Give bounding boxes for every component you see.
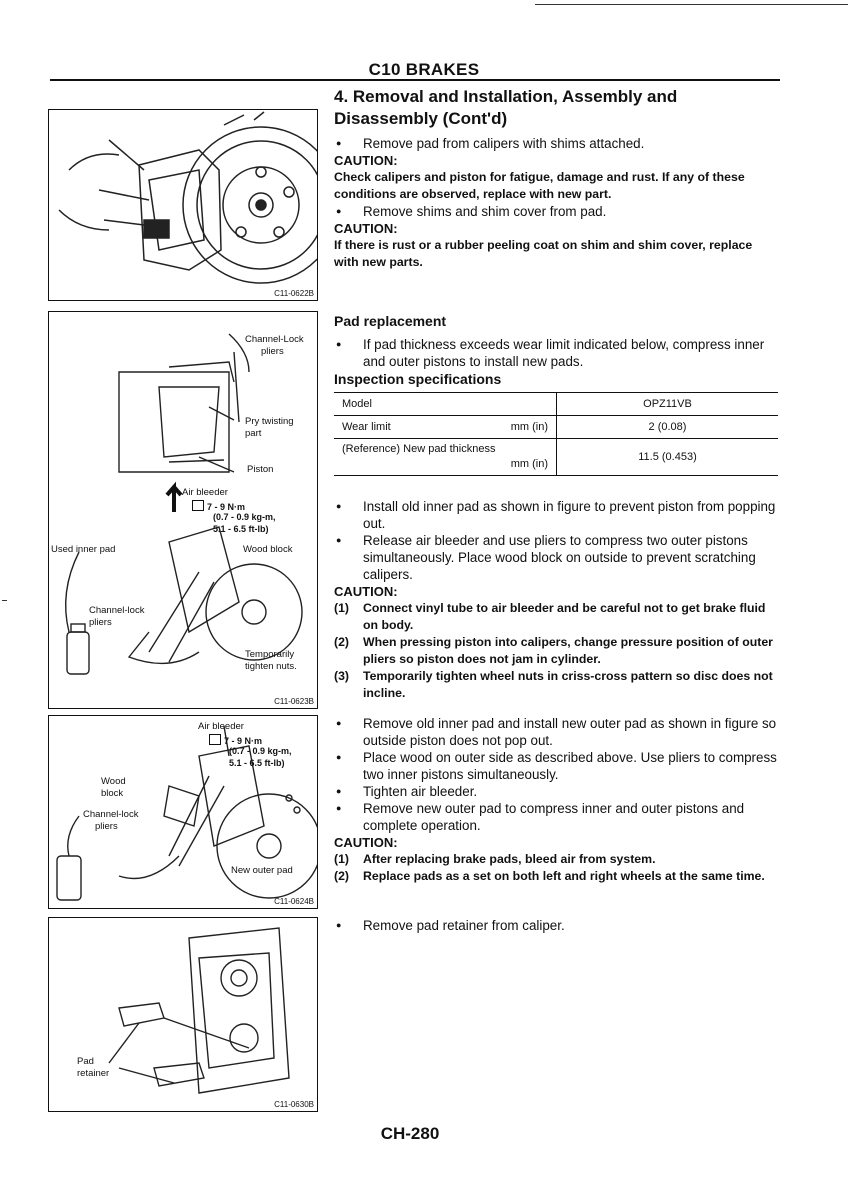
list-item: ● Remove old inner pad and install new outer pad as shown in figure so outside piston does not pop out. [334,715,778,749]
section-title: 4. Removal and Installation, Assembly and Disassembly (Cont'd) [334,87,678,128]
page-number: CH-280 [380,1124,440,1143]
table-cell-label: Model [334,393,557,416]
label-wood: Wood [101,776,126,787]
table-cell-label: (Reference) New pad thickness mm (in) [334,439,557,476]
list-item: ● Release air bleeder and use pliers to compress two outer pistons simultaneously. Place wood block on outside to prevent scratching calipers. [334,532,778,583]
caliper-disc-illustration [49,110,317,300]
install-block [334,498,778,702]
caution-item: (3) Temporarily tighten wheel nuts in criss-cross pattern so disc does not incline. [334,669,773,700]
page-title: C10 BRAKES [368,60,480,79]
removal-block [334,135,778,271]
list-item: ● If pad thickness exceeds wear limit indicated below, compress inner and outer pistons to install new pads. [334,336,778,370]
table-row [334,439,778,476]
label-new-outer-pad: New outer pad [231,865,293,876]
caution-label: CAUTION: [334,584,398,599]
list-item: ● Tighten air bleeder. [334,783,778,800]
figure-compress-outer-pistons [48,311,318,709]
label-block: block [101,788,124,799]
figure-code: C11-0624B [274,897,314,906]
torque-value: 7 - 9 N·m [207,502,246,512]
list-item: ● Remove shims and shim cover from pad. [334,203,778,220]
caution-item: (1) After replacing brake pads, bleed air from system. [334,852,656,866]
caution-item: (2) When pressing piston into calipers, change pressure position of outer pliers so piston does not jam in cylinder. [334,635,773,666]
table-row [334,416,778,439]
figure-code: C11-0623B [274,697,314,706]
table-cell-value: 11.5 (0.453) [557,439,779,476]
subheading-pad-replacement: Pad replacement [334,313,447,329]
table-cell-value: 2 (0.08) [557,416,779,439]
list-item: ● Remove pad retainer from caliper. [334,917,778,934]
caution-text: Check calipers and piston for fatigue, damage and rust. If any of these conditions are observed, replace with new part. [334,170,745,201]
caution-label: CAUTION: [334,835,398,850]
table-row [334,393,778,416]
outer-pad-block [334,715,778,885]
torque-kgm: (0.7 - 0.9 kg-m, [213,512,276,522]
label-retainer: retainer [77,1068,110,1079]
label-pry-twisting: Pry twisting [245,416,294,427]
label-temporarily: Temporarily [245,649,295,660]
inspection-spec-table [334,392,778,476]
torque-ftlb: 5.1 - 6.5 ft-lb) [229,758,285,768]
header-rule [50,79,780,81]
list-item: ● Remove new outer pad to compress inner and outer pistons and complete operation. [334,800,778,834]
caution-label: CAUTION: [334,153,398,168]
unit-label: mm (in) [510,421,548,433]
figure-code: C11-0622B [274,289,314,298]
margin-mark [2,600,7,601]
list-item: ● Remove pad from calipers with shims attached. [334,135,778,152]
list-item: ● Place wood on outer side as described above. Use pliers to compress two inner pistons simultaneously. [334,749,778,783]
pad-replacement-block [334,312,778,388]
label-pliers: pliers [261,346,284,357]
torque-value: 7 - 9 N·m [224,736,263,746]
label-part: part [245,428,262,439]
table-cell-label: Wear limit mm (in) [334,416,557,439]
subheading-inspection-specifications: Inspection specifications [334,371,502,387]
torque-kgm: (0.7 - 0.9 kg-m, [229,746,292,756]
label-tighten-nuts: tighten nuts. [245,661,297,672]
label-air-bleeder: Air bleeder [182,487,228,498]
torque-ftlb: 5.1 - 6.5 ft-lb) [213,524,269,534]
pad-retainer-illustration [49,918,317,1111]
label-wood-block: Wood block [243,544,293,555]
figure-caliper-on-disc [48,109,318,301]
label-piston: Piston [247,464,274,475]
label-channel-lock: Channel-Lock [245,334,304,345]
caution-item: (1) Connect vinyl tube to air bleeder and be careful not to get brake fluid on body. [334,601,766,632]
caution-item: (2) Replace pads as a set on both left and right wheels at the same time. [334,869,765,883]
caution-text: If there is rust or a rubber peeling coat on shim and shim cover, replace with new parts. [334,238,753,269]
unit-label: mm (in) [510,458,548,470]
label-air-bleeder: Air bleeder [198,721,244,732]
retainer-block [334,917,778,934]
label-pliers-2: pliers [89,617,112,628]
label-channel-lock: Channel-lock [83,809,139,820]
table-cell-value: OPZ11VB [557,393,779,416]
label-pliers: pliers [95,821,118,832]
top-rule [535,4,848,5]
label-used-inner-pad: Used inner pad [51,544,116,555]
list-item: ● Install old inner pad as shown in figure to prevent piston from popping out. [334,498,778,532]
figure-compress-inner-pistons [48,715,318,909]
label-pad: Pad [77,1056,94,1067]
torque-wrench-icon [209,734,221,745]
torque-wrench-icon [192,500,204,511]
figure-code: C11-0630B [274,1100,314,1109]
caution-label: CAUTION: [334,221,398,236]
figure-pad-retainer [48,917,318,1112]
label-channel-lock-2: Channel-lock [89,605,145,616]
section-heading [334,86,778,130]
